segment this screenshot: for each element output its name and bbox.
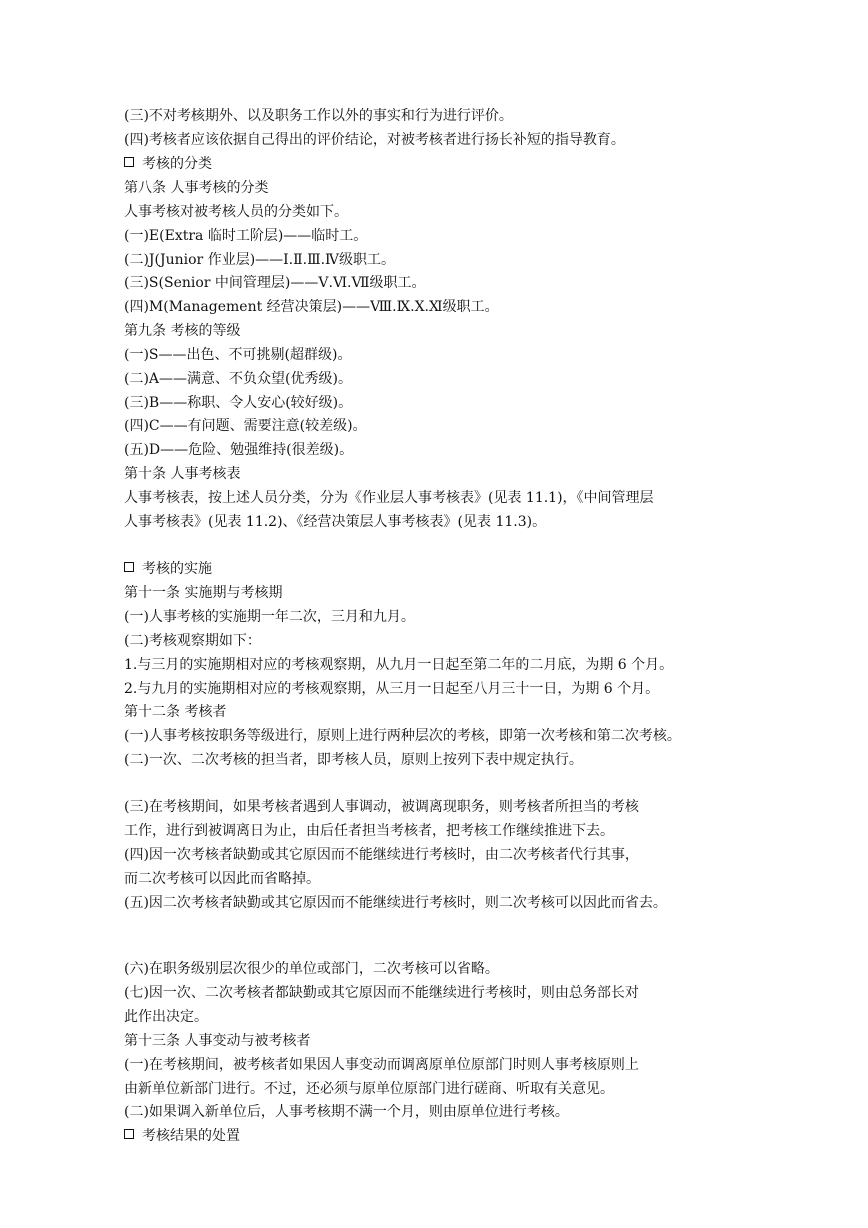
article-heading: 第八条 人事考核的分类 [124, 180, 269, 196]
text-line: (二)A——满意、不负众望(优秀级)。 [124, 371, 352, 387]
text-line: 人事考核对被考核人员的分类如下。 [124, 204, 348, 220]
text-line: (五)因二次考核者缺勤或其它原因而不能继续进行考核时，则二次考核可以因此而省去。 [124, 895, 667, 911]
section-heading: 考核的实施 [124, 559, 212, 579]
text-line: (一)S——出色、不可挑剔(超群级)。 [124, 347, 352, 363]
text-line: (四)考核者应该依据自己得出的评价结论，对被考核者进行扬长补短的指导教育。 [124, 132, 625, 148]
text-line: (四)因一次考核者缺勤或其它原因而不能继续进行考核时，由二次考核者代行其事， [124, 847, 639, 863]
text-line: (三)B——称职、令人安心(较好级)。 [124, 395, 353, 411]
square-bullet-icon [124, 1129, 134, 1139]
text-line: (一)人事考核按职务等级进行，原则上进行两种层次的考核，即第一次考核和第二次考核。 [124, 728, 681, 744]
text-line: 人事考核表，按上述人员分类，分为《作业层人事考核表》(见表 11.1)，《中间管理层 [124, 490, 654, 506]
text-line: (四)M(Management 经营决策层)——Ⅷ.Ⅸ.Ⅹ.Ⅺ级职工。 [124, 299, 499, 315]
square-bullet-icon [124, 157, 134, 167]
text-line: 而二次考核可以因此而省略掉。 [124, 871, 320, 887]
text-line: (二)J(Junior 作业层)——Ⅰ.Ⅱ.Ⅲ.Ⅳ级职工。 [124, 252, 396, 268]
text-line: (一)人事考核的实施期一年二次，三月和九月。 [124, 609, 415, 625]
article-heading: 第九条 考核的等级 [124, 323, 241, 339]
text-line: (三)不对考核期外、以及职务工作以外的事实和行为进行评价。 [124, 108, 513, 124]
text-line: (七)因一次、二次考核者都缺勤或其它原因而不能继续进行考核时，则由总务部长对 [124, 985, 639, 1001]
text-line: (五)D——危险、勉强维持(很差级)。 [124, 442, 354, 458]
text-line: (二)如果调入新单位后，人事考核期不满一个月，则由原单位进行考核。 [124, 1104, 569, 1120]
text-line: 1.与三月的实施期相对应的考核观察期，从九月一日起至第二年的二月底，为期 6 个月。 [124, 657, 674, 673]
article-heading: 第十条 人事考核表 [124, 466, 241, 482]
text-line: (二)一次、二次考核的担当者，即考核人员，原则上按列下表中规定执行。 [124, 752, 583, 768]
text-line: 2.与九月的实施期相对应的考核观察期，从三月一日起至八月三十一日，为期 6 个月。 [124, 681, 660, 697]
text-line: (二)考核观察期如下： [124, 633, 261, 649]
text-line: 由新单位新部门进行。不过，还必须与原单位原部门进行磋商、听取有关意见。 [124, 1081, 614, 1097]
article-heading: 第十三条 人事变动与被考核者 [124, 1033, 311, 1049]
section-heading: 考核的分类 [124, 154, 212, 174]
text-line: 人事考核表》(见表 11.2)、《经营决策层人事考核表》(见表 11.3)。 [124, 514, 547, 530]
article-heading: 第十一条 实施期与考核期 [124, 585, 283, 601]
text-line: (一)E(Extra 临时工阶层)——临时工。 [124, 228, 368, 244]
text-line: 此作出决定。 [124, 1009, 208, 1025]
text-line: (三)S(Senior 中间管理层)——Ⅴ.Ⅵ.Ⅶ级职工。 [124, 275, 426, 291]
text-line: 工作，进行到被调离日为止，由后任者担当考核者，把考核工作继续推进下去。 [124, 823, 614, 839]
text-line: (三)在考核期间，如果考核者遇到人事调动，被调离现职务，则考核者所担当的考核 [124, 799, 639, 815]
text-line: (一)在考核期间，被考核者如果因人事变动而调离原单位原部门时则人事考核原则上 [124, 1057, 639, 1073]
article-heading: 第十二条 考核者 [124, 704, 227, 720]
section-heading: 考核结果的处置 [124, 1126, 240, 1146]
square-bullet-icon [124, 562, 134, 572]
text-line: (四)C——有问题、需要注意(较差级)。 [124, 418, 367, 434]
text-line: (六)在职务级别层次很少的单位或部门，二次考核可以省略。 [124, 961, 499, 977]
